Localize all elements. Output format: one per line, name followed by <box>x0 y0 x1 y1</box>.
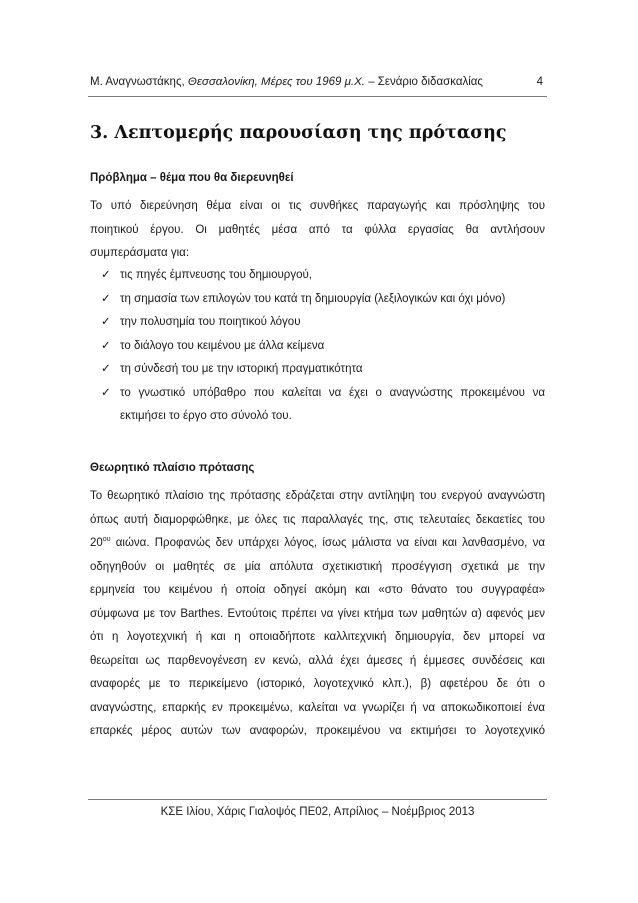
problem-bullet-list <box>90 264 545 429</box>
paragraph-line: ότι η λογοτεχνική ή και η οποιαδήποτε καλλιτεχνική δημιουργία, δεν μπορεί να <box>90 631 545 643</box>
paragraph-line: αναγνώστης, επαρκής εν προκειμένω, καλείται να γνωρίζει ή να αποκωδικοποιεί ένα <box>90 701 545 714</box>
page-number: 4 <box>536 76 543 88</box>
checkmark-icon: ✓ <box>101 292 111 305</box>
paragraph-line: Το θεωρητικό πλαίσιο της πρότασης εδράζεται στην αντίληψη του ενεργού αναγνώστη <box>90 490 545 502</box>
list-item-continuation: εκτιμήσει το έργο στο σύνολό του. <box>120 410 292 422</box>
list-item-text: τις πηγές έμπνευσης του δημιουργού, <box>120 269 312 281</box>
list-item-text: το γνωστικό υπόβαθρο που καλείται να έχει ο αναγνώστης προκειμένου να <box>120 386 545 399</box>
list-item <box>90 288 545 312</box>
paragraph-line: ποιητικού έργου. Οι μαθητές μέσα από τα φύλλα εργασίας θα αντλήσουν <box>90 223 545 236</box>
line-text: αιώνα. Προφανώς δεν υπάρχει λόγος, ίσως μάλιστα να είναι και λανθασμένο, να <box>110 537 545 549</box>
list-item-text: τη σύνδεσή του με την ιστορική πραγματικότητα <box>120 363 363 375</box>
header-author: Μ. Αναγνωστάκης, <box>90 76 185 88</box>
paragraph-line: σύμφωνα με τον Barthes. Εντούτοις πρέπει να γίνει κτήμα των μαθητών α) αφενός μεν <box>90 607 545 620</box>
framework-heading: Θεωρητικό πλαίσιο πρότασης <box>90 462 255 474</box>
list-item <box>90 335 545 359</box>
list-item-text: την πολυσημία του ποιητικού λόγου <box>120 316 301 328</box>
page-header <box>88 72 547 97</box>
header-subtitle: – Σενάριο διδασκαλίας <box>368 76 483 88</box>
paragraph-line: θεωρείται ως παρθενογένεση εν κενώ, αλλά έχει άμεσες ή έμμεσες συνδέσεις και <box>90 654 545 667</box>
list-item-text: τη σημασία των επιλογών του κατά τη δημιουργία (λεξιλογικών και όχι μόνο) <box>120 292 506 305</box>
paragraph-line: συμπεράσματα για: <box>90 247 190 259</box>
checkmark-icon: ✓ <box>101 386 111 399</box>
checkmark-icon: ✓ <box>101 269 111 281</box>
section-title: 3. Λεπτομερής παρουσίαση της πρότασης <box>90 123 507 143</box>
paragraph-line: ερμηνεία του κειμένου ή οποία οδηγεί ακόμη και «στο θάνατο του συγγραφέα» <box>90 584 545 596</box>
checkmark-icon: ✓ <box>101 363 111 375</box>
list-item <box>90 311 545 335</box>
footer-text: ΚΣΕ Ιλίου, Χάρις Γιαλοψός ΠΕ02, Απρίλιος – Νοέμβριος 2013 <box>160 806 475 818</box>
header-work-title: Θεσσαλονίκη, Μέρες του 1969 μ.Χ. <box>187 76 365 88</box>
paragraph-line: όπως αυτή διαμορφώθηκε, με όλες τις παραλλαγές της, στις τελευταίες δεκαετίες του <box>90 513 545 526</box>
list-item <box>90 264 545 288</box>
list-item <box>90 358 545 382</box>
problem-heading: Πρόβλημα – θέμα που θα διερευνηθεί <box>90 172 294 184</box>
century-number: 20 <box>90 537 103 549</box>
ordinal-superscript: ου <box>102 536 111 544</box>
checkmark-icon: ✓ <box>101 316 111 328</box>
paragraph-line <box>90 532 545 556</box>
paragraph-line: Το υπό διερεύνηση θέμα είναι οι τις συνθήκες παραγωγής και πρόσληψης του <box>90 200 545 212</box>
paragraph-line: αναφορές με το περικείμενο (ιστορικό, λογοτεχνικό κλπ.), β) αφετέρου δε ότι ο <box>90 678 545 690</box>
checkmark-icon: ✓ <box>101 339 111 352</box>
header-text <box>90 74 483 90</box>
problem-paragraph <box>90 195 545 266</box>
list-item-text: το διάλογο του κειμένου με άλλα κείμενα <box>120 339 325 352</box>
framework-paragraph <box>90 485 545 744</box>
paragraph-line: οδηγηθούν οι μαθητές σε μία απόλυτα σχετικιστική προσέγγιση σχετικά με την <box>90 560 545 573</box>
page-footer <box>88 799 547 820</box>
list-item <box>90 382 545 429</box>
paragraph-line: επαρκές μέρος αυτών των αναφορών, προκειμένου να εκτιμήσει το λογοτεχνικό <box>90 725 545 737</box>
